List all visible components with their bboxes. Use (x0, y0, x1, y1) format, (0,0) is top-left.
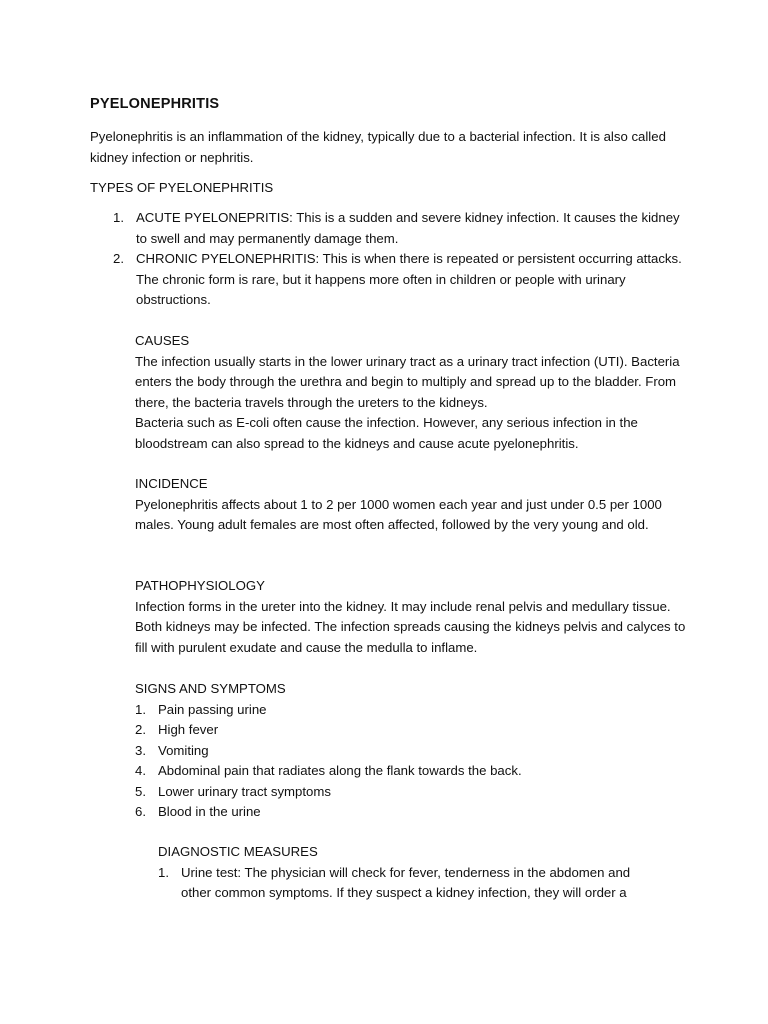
list-item-text: Blood in the urine (158, 804, 261, 819)
list-number: 4. (135, 763, 146, 778)
diagnostic-heading: DIAGNOSTIC MEASURES (158, 844, 318, 859)
list-item (135, 761, 695, 782)
diagnostic-list (158, 863, 658, 904)
pathophysiology-heading: PATHOPHYSIOLOGY (135, 578, 265, 593)
list-item (135, 802, 695, 823)
list-item (135, 741, 695, 762)
list-number: 1. (135, 701, 146, 717)
list-number: 2. (135, 722, 146, 737)
types-list (90, 208, 690, 311)
causes-paragraph: Bacteria such as E-coli often cause the infection. However, any serious infection in the bloodstream can also spread to the kidneys and cause acute pyelonephritis. (135, 415, 638, 451)
list-item (135, 700, 695, 721)
list-item-text: ACUTE PYELONEPRITIS: This is a sudden and severe kidney infection. It causes the kidney to swell and may permanently damage them. (136, 210, 680, 246)
diagnostic-section (158, 842, 658, 904)
list-item (90, 208, 690, 249)
list-item-text: Lower urinary tract symptoms (158, 783, 331, 799)
signs-section (135, 679, 695, 823)
list-number: 5. (135, 783, 146, 799)
incidence-heading: INCIDENCE (135, 476, 208, 491)
list-item (158, 863, 658, 904)
list-item-text: High fever (158, 722, 219, 737)
signs-list (135, 700, 695, 823)
intro-paragraph: Pyelonephritis is an inflammation of the kidney, typically due to a bacterial infection. It is also called kidney infection or nephritis. (90, 129, 666, 165)
list-number: 3. (135, 742, 146, 758)
incidence-section (135, 474, 695, 536)
incidence-paragraph: Pyelonephritis affects about 1 to 2 per 1000 women each year and just under 0.5 per 1000 males. Young adult females are most often affected, followed by the very young and old. (135, 496, 662, 532)
list-number: 6. (135, 804, 146, 819)
list-item-text: Vomiting (158, 742, 209, 758)
document-title: PYELONEPHRITIS (90, 96, 220, 112)
list-number: 1. (158, 864, 169, 880)
pathophysiology-paragraph: Infection forms in the ureter into the kidney. It may include renal pelvis and medullary tissue. Both kidneys may be infected. The infection spreads causing the kidneys pelvis and calyces to fill with purulent exudate and cause the medulla to inflame. (135, 598, 686, 655)
list-item (135, 720, 695, 741)
list-item (90, 249, 690, 311)
list-item-text: CHRONIC PYELONEPHRITIS: This is when there is repeated or persistent occurring attacks. The chronic form is rare, but it happens more often in children or people with urinary obstructions. (136, 251, 682, 307)
list-item-text: Pain passing urine (158, 701, 267, 717)
pathophysiology-section (135, 576, 695, 658)
causes-section (135, 331, 695, 454)
causes-paragraph: The infection usually starts in the lower urinary tract as a urinary tract infection (UTI). Bacteria enters the body through the urethra and begin to multiply and spread up to the bladder. From there, the bacteria travels through the ureters to the kidneys. (135, 353, 680, 410)
list-number: 1. (113, 210, 124, 225)
causes-heading: CAUSES (135, 333, 190, 348)
list-number: 2. (113, 251, 124, 266)
list-item (135, 782, 695, 803)
signs-heading: SIGNS AND SYMPTOMS (135, 681, 286, 696)
types-heading: TYPES OF PYELONEPHRITIS (90, 180, 274, 195)
list-item-text: Abdominal pain that radiates along the flank towards the back. (158, 763, 522, 778)
list-item-text: Urine test: The physician will check for fever, tenderness in the abdomen and other common symptoms. If they suspect a kidney infection, they will order a (181, 864, 631, 900)
